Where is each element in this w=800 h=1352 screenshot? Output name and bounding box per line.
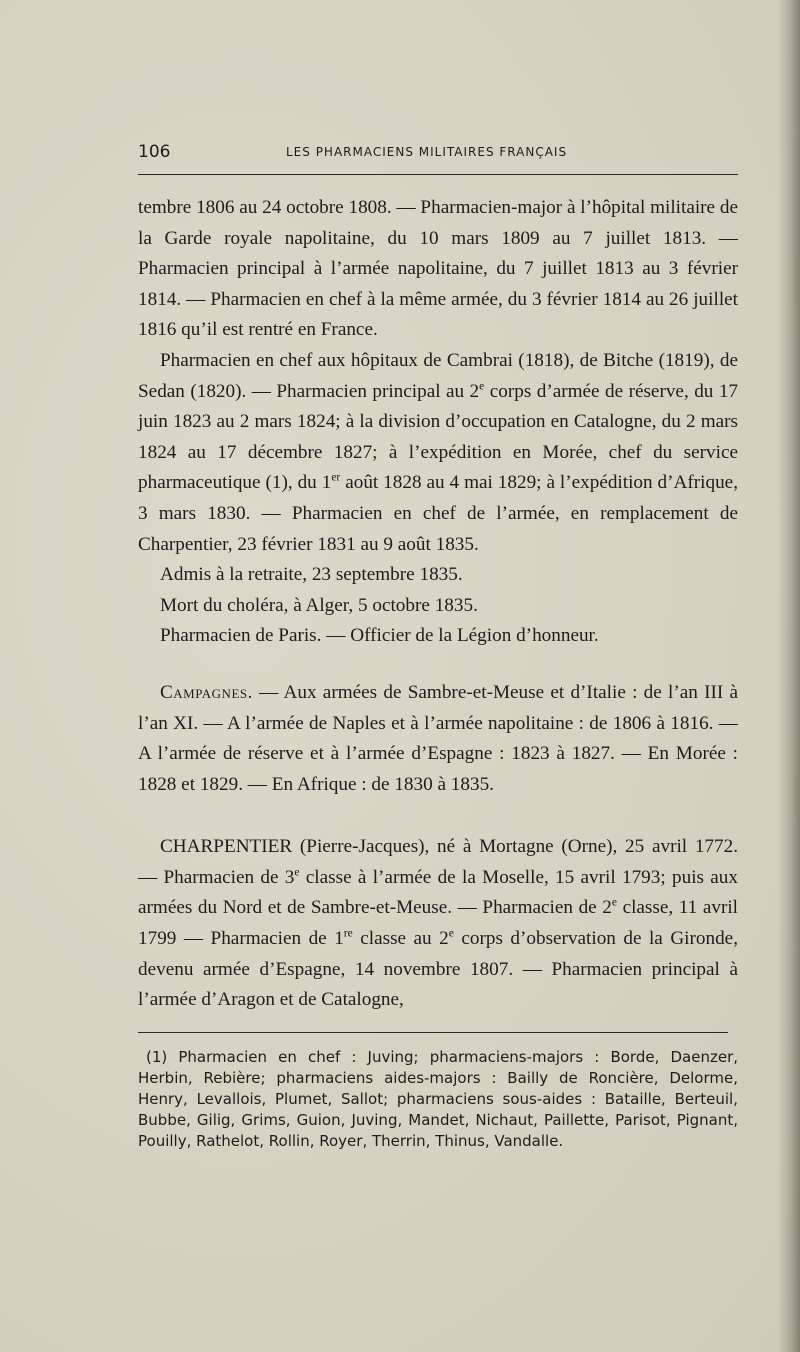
campagnes-label: Campagnes. — [160, 681, 253, 703]
charpentier-name: CHARPENTIER — [160, 836, 293, 858]
page-number: 106 — [138, 142, 171, 162]
footnotes — [138, 1047, 738, 1152]
page-header — [138, 138, 738, 175]
paragraph-pharmacien-paris: Pharmacien de Paris. — Officier de la Légion d’honneur. — [160, 625, 599, 647]
running-head: LES PHARMACIENS MILITAIRES FRANÇAIS — [286, 145, 568, 159]
footnote-1: (1) Pharmacien en chef : Juving; pharmaciens-majors : Borde, Daenzer, Herbin, Rebière; pharmaciens aides-majors : Bailly de Roncière, Delorme, Henry, Levallois, Plumet, Sallot; pharmaciens sous-aides : Bataille, Berteuil, Bubbe, Gilig, Grims, Guion, Juving, Mandet, Nichaut, Paillette, Parisot, Pignant, Pouilly, Rathelot, Rollin, Royer, Therrin, Thinus, Vandalle. — [138, 1047, 738, 1150]
paragraph-charpentier: CHARPENTIER (Pierre-Jacques), né à Mortagne (Orne), 25 avril 1772. — Pharmacien de 3e classe à l’armée de la Moselle, 15 avril 1793; puis aux armées du Nord et de Sambre-et-Meuse. — Pharmacien de 2e classe, 11 avril 1799 — Pharmacien de 1re classe au 2e corps d’observation de la Gironde, devenu armée d’Espagne, 14 novembre 1807. — Pharmacien principal à l’armée d’Aragon et de Catalogne, — [138, 836, 738, 1011]
paragraph-retraite: Admis à la retraite, 23 septembre 1835. — [160, 564, 463, 586]
main-text — [138, 193, 738, 1016]
paragraph-mort: Mort du choléra, à Alger, 5 octobre 1835. — [160, 594, 478, 616]
page-edge-shadow — [778, 0, 800, 1352]
book-page — [138, 138, 738, 1152]
footnote-divider — [138, 1032, 728, 1033]
paragraph-2: Pharmacien en chef aux hôpitaux de Cambrai (1818), de Bitche (1819), de Sedan (1820). — Pharmacien principal au 2e corps d’armée de réserve, du 17 juin 1823 au 2 mars 1824; à la division d’occupation en Catalogne, du 2 mars 1824 au 17 décembre 1827; à l’expédition en Morée, chef du service pharmaceutique (1), du 1er août 1828 au 4 mai 1829; à l’expédition d’Afrique, 3 mars 1830. — Pharmacien en chef de l’armée, en remplacement de Charpentier, 23 février 1831 au 9 août 1835. — [138, 349, 739, 555]
paragraph-campagnes: Campagnes. — Aux armées de Sambre-et-Meuse et d’Italie : de l’an III à l’an XI. — A l’armée de Naples et à l’armée napolitaine : de 1806 à 1816. — A l’armée de réserve et à l’armée d’Espagne : 1823 à 1827. — En Morée : 1828 et 1829. — En Afrique : de 1830 à 1835. — [138, 681, 738, 795]
paragraph-1: tembre 1806 au 24 octobre 1808. — Pharmacien-major à l’hôpital militaire de la Garde royale napolitaine, du 10 mars 1809 au 7 juillet 1813. — Pharmacien principal à l’armée napolitaine, du 7 juillet 1813 au 3 février 1814. — Pharmacien en chef à la même armée, du 3 février 1814 au 26 juillet 1816 qu’il est rentré en France. — [138, 197, 738, 341]
